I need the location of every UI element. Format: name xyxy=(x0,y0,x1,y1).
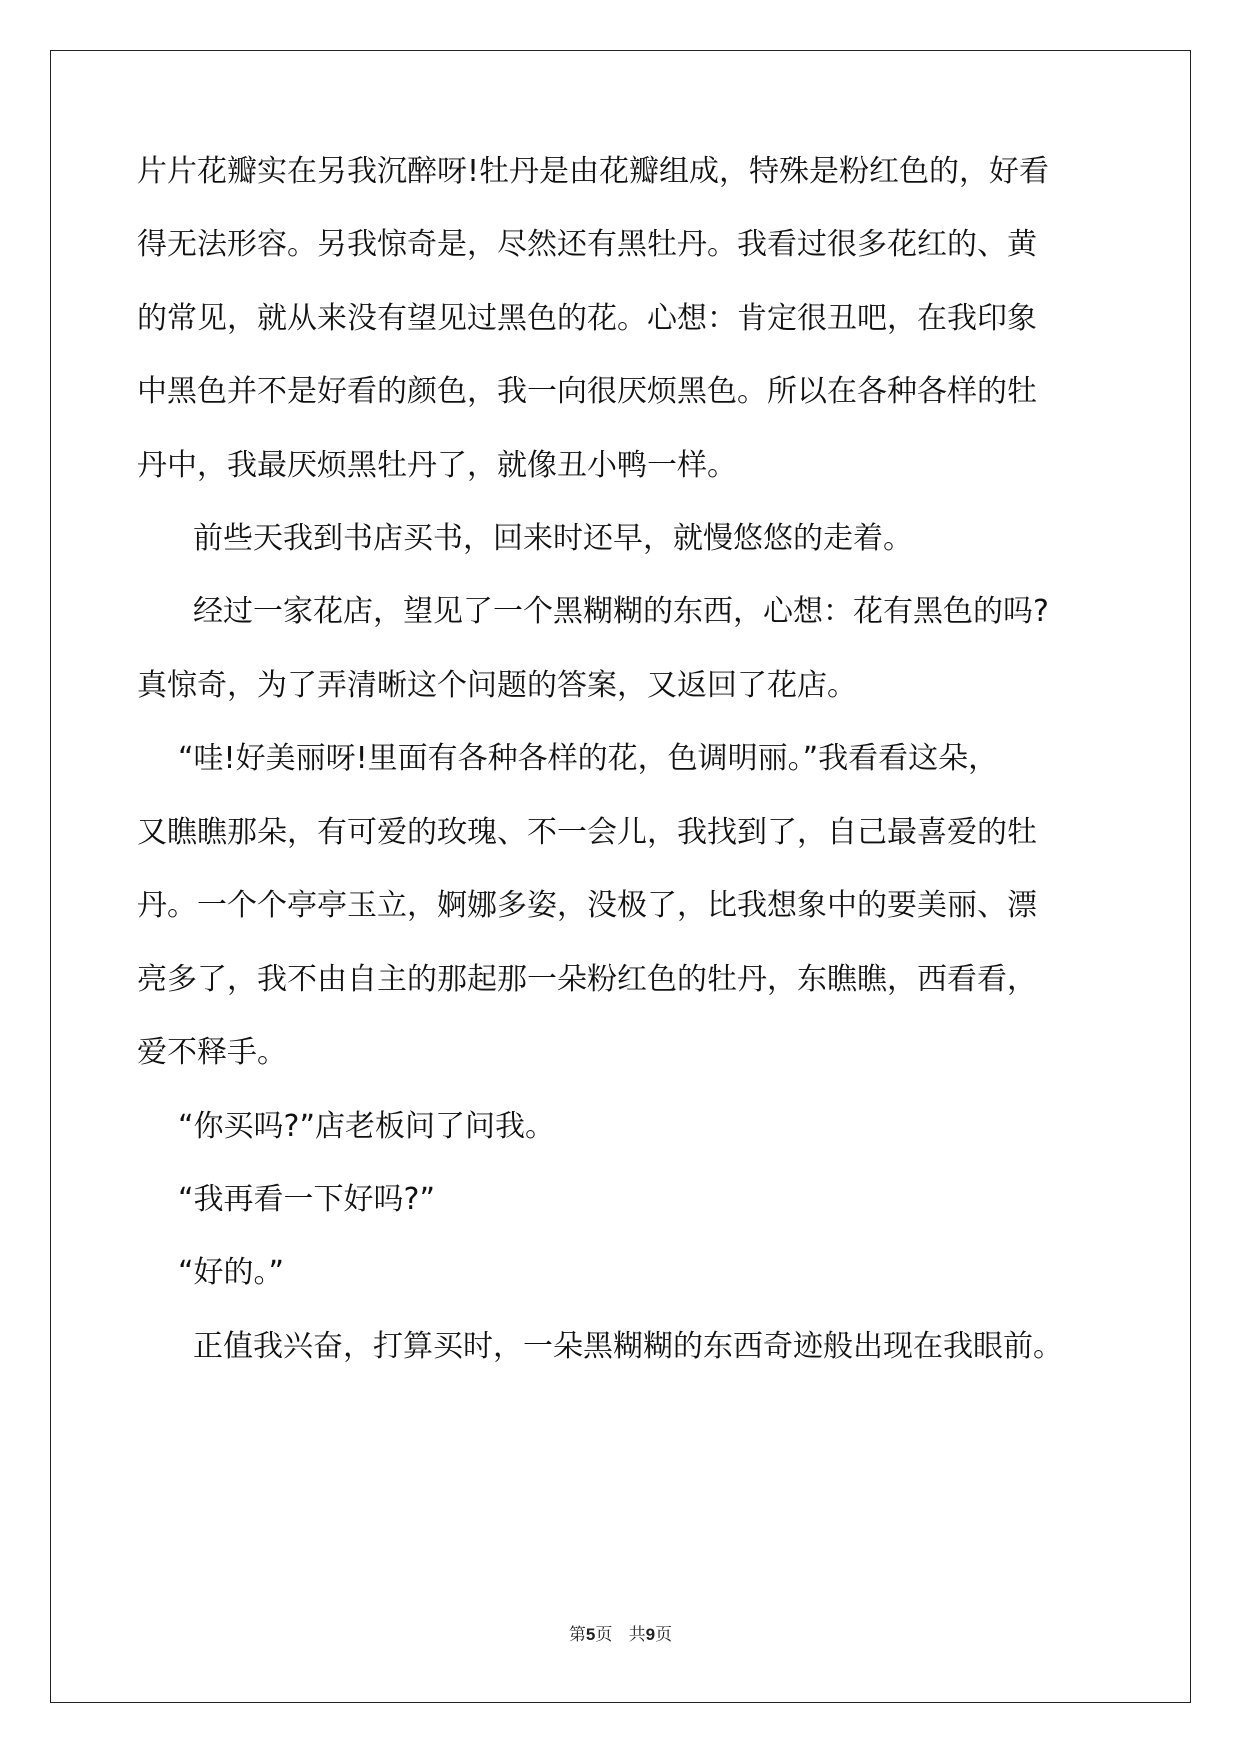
text-line: 爱不释手。 xyxy=(137,1035,287,1070)
text-line: 中黑色并不是好看的颜色，我一向很厌烦黑色。所以在各种各样的牡 xyxy=(137,374,1037,409)
text-line: 亮多了，我不由自主的那起那一朵粉红色的牡丹，东瞧瞧，西看看， xyxy=(137,962,1037,997)
page-footer xyxy=(0,1620,1241,1645)
current-page-number: 5 xyxy=(585,1625,596,1644)
text-line: “好的。” xyxy=(178,1255,285,1290)
text-line: “你买吗?”店老板问了问我。 xyxy=(178,1109,556,1144)
text-line: 丹。一个个亭亭玉立，婀娜多姿，没极了，比我想象中的要美丽、漂 xyxy=(137,888,1037,923)
text-line: 前些天我到书店买书，回来时还早，就慢悠悠的走着。 xyxy=(193,521,913,556)
text-line: 丹中，我最厌烦黑牡丹了，就像丑小鸭一样。 xyxy=(137,448,737,483)
text-line: 的常见，就从来没有望见过黑色的花。心想：肯定很丑吧，在我印象 xyxy=(137,301,1037,336)
page-border xyxy=(50,50,1191,1703)
text-line: “我再看一下好吗?” xyxy=(178,1182,436,1217)
total-page-count: 9 xyxy=(645,1625,656,1644)
text-line: 真惊奇，为了弄清晰这个问题的答案，又返回了花店。 xyxy=(137,668,857,703)
footer-page-suffix: 页 xyxy=(595,1625,613,1645)
text-line: “哇!好美丽呀!里面有各种各样的花，色调明丽。”我看看这朵， xyxy=(178,741,999,776)
text-line: 经过一家花店，望见了一个黑糊糊的东西，心想：花有黑色的吗? xyxy=(193,594,1049,629)
text-line: 正值我兴奋，打算买时，一朵黑糊糊的东西奇迹般出现在我眼前。 xyxy=(193,1329,1063,1364)
footer-prefix: 第 xyxy=(568,1625,586,1645)
text-line: 得无法形容。另我惊奇是，尽然还有黑牡丹。我看过很多花红的、黄 xyxy=(137,227,1037,262)
text-line: 又瞧瞧那朵，有可爱的玫瑰、不一会儿，我找到了，自己最喜爱的牡 xyxy=(137,815,1037,850)
footer-total-prefix: 共 xyxy=(628,1625,646,1645)
text-line: 片片花瓣实在另我沉醉呀!牡丹是由花瓣组成，特殊是粉红色的，好看 xyxy=(137,154,1050,189)
footer-total-suffix: 页 xyxy=(655,1625,673,1645)
